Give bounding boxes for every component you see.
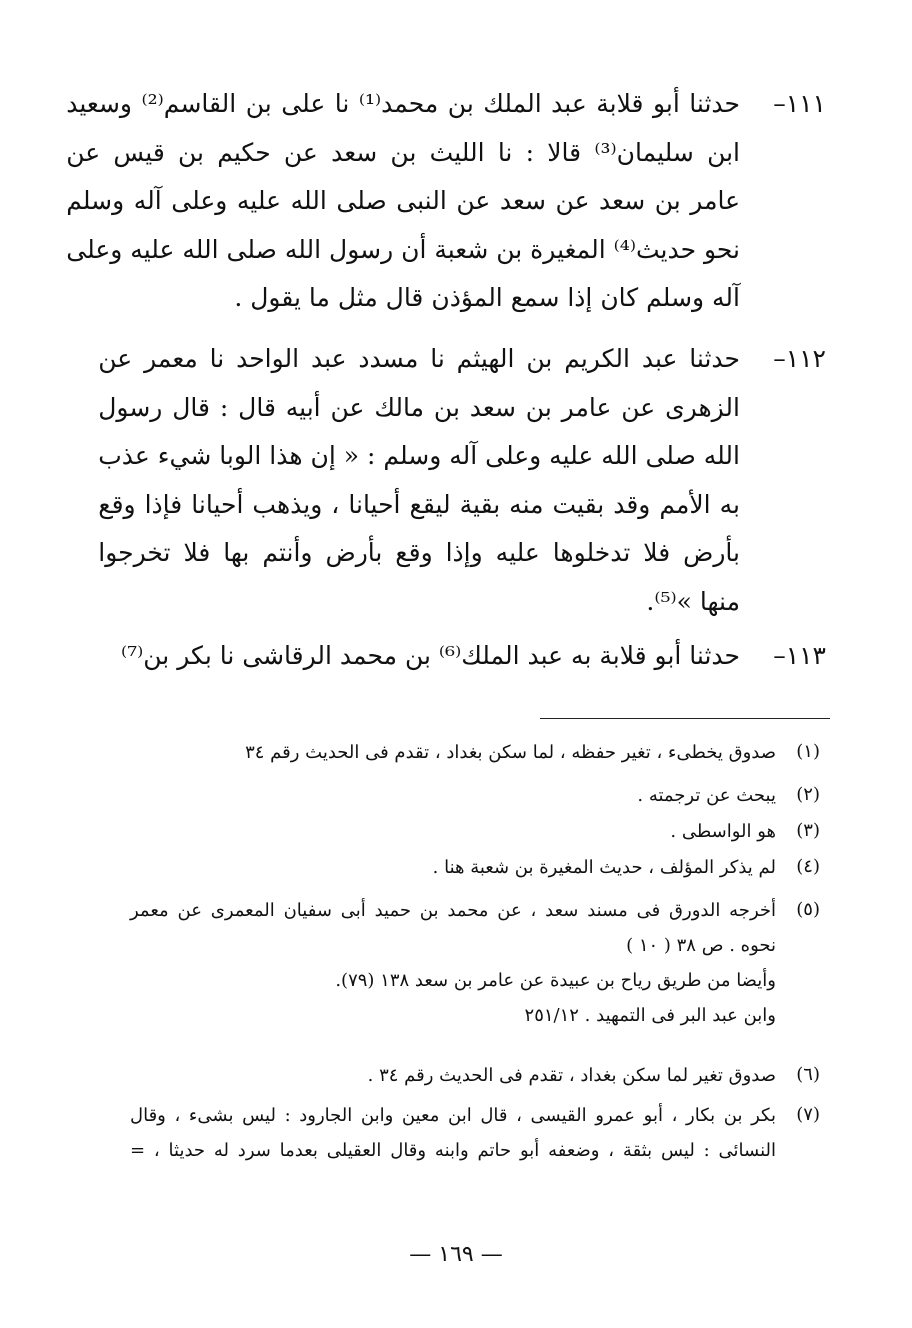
footnote-line: بكر بن بكار ، أبو عمرو القيسى ، قال ابن معين وابن الجارود : ليس بشىء ، وقال bbox=[130, 1105, 776, 1126]
footnote-text bbox=[130, 735, 776, 770]
text-line: منها »⁽⁵⁾. bbox=[646, 586, 740, 616]
footnote-line: نحوه . ص ٣٨ ( ١٠ ) bbox=[626, 935, 776, 956]
text-line: آله وسلم كان إذا سمع المؤذن قال مثل ما يقول . bbox=[234, 283, 740, 312]
footnote-line: هو الواسطى . bbox=[670, 821, 776, 842]
text-line: ابن سليمان⁽³⁾ قالا : نا الليث بن سعد عن حكيم بن قيس عن bbox=[66, 137, 741, 167]
footnote-line: صدوق يخطىء ، تغير حفظه ، لما سكن بغداد ، تقدم فى الحديث رقم ٣٤ bbox=[245, 742, 776, 763]
hadith-text bbox=[66, 80, 740, 323]
footnote-line: أخرجه الدورق فى مسند سعد ، عن محمد بن حميد أبى سفيان المعمرى عن معمر bbox=[130, 900, 776, 921]
footnote-1 bbox=[130, 735, 820, 770]
footnote-5 bbox=[130, 893, 820, 1033]
footnote-number: (٣) bbox=[796, 820, 820, 841]
footnote-line: النسائى : ليس بثقة ، وضعفه أبو حاتم وابنه وقال العقيلى بعدما سرد له حديثا ، = bbox=[130, 1140, 776, 1161]
hadith-text bbox=[98, 335, 740, 626]
footnote-divider bbox=[540, 718, 830, 719]
footnote-3 bbox=[130, 814, 820, 849]
footnote-2 bbox=[130, 778, 820, 813]
footnote-text bbox=[130, 850, 776, 885]
text-line: نحو حديث⁽⁴⁾ المغيرة بن شعبة أن رسول الله صلى الله عليه وعلى bbox=[66, 234, 740, 264]
text-line: حدثنا أبو قلابة عبد الملك بن محمد⁽¹⁾ نا على بن القاسم⁽²⁾ وسعيد bbox=[66, 89, 741, 118]
page-number: — ١٦٩ — bbox=[409, 1242, 503, 1267]
footnote-number: (٢) bbox=[796, 784, 820, 805]
footnote-line: يبحث عن ترجمته . bbox=[637, 785, 776, 806]
footnote-line: صدوق تغير لما سكن بغداد ، تقدم فى الحديث رقم ٣٤ . bbox=[367, 1065, 776, 1086]
footnote-6 bbox=[130, 1058, 820, 1093]
text-line: الله صلى الله عليه وعلى آله وسلم : « إن هذا الوبا شيء عذب bbox=[98, 441, 740, 470]
footnote-number: (٧) bbox=[796, 1104, 820, 1125]
hadith-number: ١١٣– bbox=[773, 641, 826, 670]
hadith-number: ١١٢– bbox=[773, 344, 826, 373]
text-line: بأرض فلا تدخلوها عليه وإذا وقع بأرض وأنتم بها فلا تخرجوا bbox=[98, 538, 740, 567]
footnote-number: (٥) bbox=[796, 899, 820, 920]
text-line: حدثنا أبو قلابة به عبد الملك⁽⁶⁾ بن محمد الرقاشى نا بكر بن⁽⁷⁾ bbox=[120, 641, 740, 670]
hadith-entry-112 bbox=[98, 335, 826, 626]
hadith-entry-111 bbox=[66, 80, 826, 323]
footnote-line: لم يذكر المؤلف ، حديث المغيرة بن شعبة هنا . bbox=[432, 857, 776, 878]
text-line: حدثنا عبد الكريم بن الهيثم نا مسدد عبد الواحد نا معمر عن bbox=[98, 344, 740, 373]
footnote-text bbox=[130, 1098, 776, 1168]
text-line: الزهرى عن عامر بن سعد بن مالك عن أبيه قال : قال رسول bbox=[98, 392, 740, 422]
text-line: به الأمم وقد بقيت منه بقية ليقع أحيانا ، ويذهب أحيانا فإذا وقع bbox=[98, 489, 740, 519]
footnote-line: وأيضا من طريق رياح بن عبيدة عن عامر بن سعد ١٣٨ (٧٩). bbox=[335, 970, 776, 991]
footnote-number: (٤) bbox=[796, 856, 820, 877]
footnote-text bbox=[130, 814, 776, 849]
footnote-number: (٦) bbox=[796, 1064, 820, 1085]
hadith-entry-113 bbox=[120, 632, 826, 681]
text-line: عامر بن سعد عن سعد عن النبى صلى الله عليه وعلى آله وسلم bbox=[66, 186, 740, 215]
footnote-line: وابن عبد البر فى التمهيد . ٢٥١/١٢ bbox=[524, 1005, 776, 1026]
hadith-text bbox=[121, 632, 740, 681]
footnote-text bbox=[130, 1058, 776, 1093]
footnote-text bbox=[130, 778, 776, 813]
hadith-number: ١١١– bbox=[773, 89, 826, 118]
footnote-7 bbox=[130, 1098, 820, 1168]
footnote-number: (١) bbox=[796, 741, 820, 762]
footnote-4 bbox=[130, 850, 820, 885]
footnote-text bbox=[130, 893, 776, 1033]
